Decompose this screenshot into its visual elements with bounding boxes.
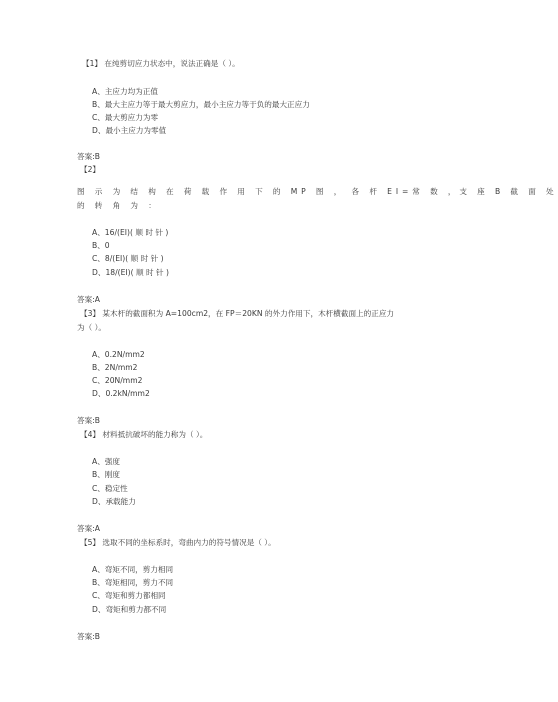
question-4-answer: 答案:A xyxy=(77,524,100,533)
question-4-option-b: B、刚度 xyxy=(92,470,120,479)
question-3-stem-line-1: 【3】 某木杆的截面积为 A=100cm2，在 FP＝20KN 的外力作用下，木杆横截面上的正应力 xyxy=(80,309,395,318)
question-1-answer: 答案:B xyxy=(77,152,100,161)
question-2-option-a: A、16/(EI)( 顺 时 针 ) xyxy=(92,228,169,237)
question-1-option-a: A、主应力均为正值 xyxy=(92,87,158,96)
question-1-option-b: B、最大主应力等于最大剪应力，最小主应力等于负的最大正应力 xyxy=(92,100,310,109)
question-4-option-d: D、承载能力 xyxy=(92,497,136,506)
question-2-option-d: D、18/(EI)( 顺 时 针 ) xyxy=(92,268,169,277)
question-3-option-d: D、0.2kN/mm2 xyxy=(92,389,150,398)
question-5-option-b: B、弯矩相同，剪力不同 xyxy=(92,578,174,587)
question-2-stem-line-2: 的 转 角 为 ： xyxy=(77,201,160,210)
question-1-stem: 【1】 在纯剪切应力状态中，说法正确是（ ）。 xyxy=(82,59,240,68)
question-2-option-b: B、0 xyxy=(92,241,110,250)
question-5-answer: 答案:B xyxy=(77,632,100,641)
question-1-option-c: C、最大剪应力为零 xyxy=(92,113,159,122)
question-1-option-d: D、最小主应力为零值 xyxy=(92,126,167,135)
question-3-option-a: A、0.2N/mm2 xyxy=(92,350,145,359)
question-4-stem: 【4】 材料抵抗破坏的能力称为（ ）。 xyxy=(80,430,208,439)
question-3-stem-line-2: 为（ ）。 xyxy=(77,323,106,332)
question-2-stem-line-1: 图 示 为 结 构 在 荷 载 作 用 下 的 MP 图 ， 各 杆 EI=常 数 ，支 座 B 截 面 处 xyxy=(77,187,558,196)
question-5-option-a: A、弯矩不同，剪力相同 xyxy=(92,565,174,574)
question-4-option-a: A、强度 xyxy=(92,457,120,466)
question-5-option-c: C、弯矩和剪力都相同 xyxy=(92,591,166,600)
question-2-answer: 答案:A xyxy=(77,295,100,304)
question-3-option-b: B、2N/mm2 xyxy=(92,363,138,372)
question-4-option-c: C、稳定性 xyxy=(92,484,128,493)
question-5-stem: 【5】 选取不同的坐标系时，弯曲内力的符号情况是（ ）。 xyxy=(80,538,276,547)
question-2-number: 【2】 xyxy=(80,165,101,174)
question-3-answer: 答案:B xyxy=(77,416,100,425)
question-3-option-c: C、20N/mm2 xyxy=(92,376,143,385)
question-2-option-c: C、8/(EI)( 顺 时 针 ) xyxy=(92,254,164,263)
question-5-option-d: D、弯矩和剪力都不同 xyxy=(92,605,167,614)
